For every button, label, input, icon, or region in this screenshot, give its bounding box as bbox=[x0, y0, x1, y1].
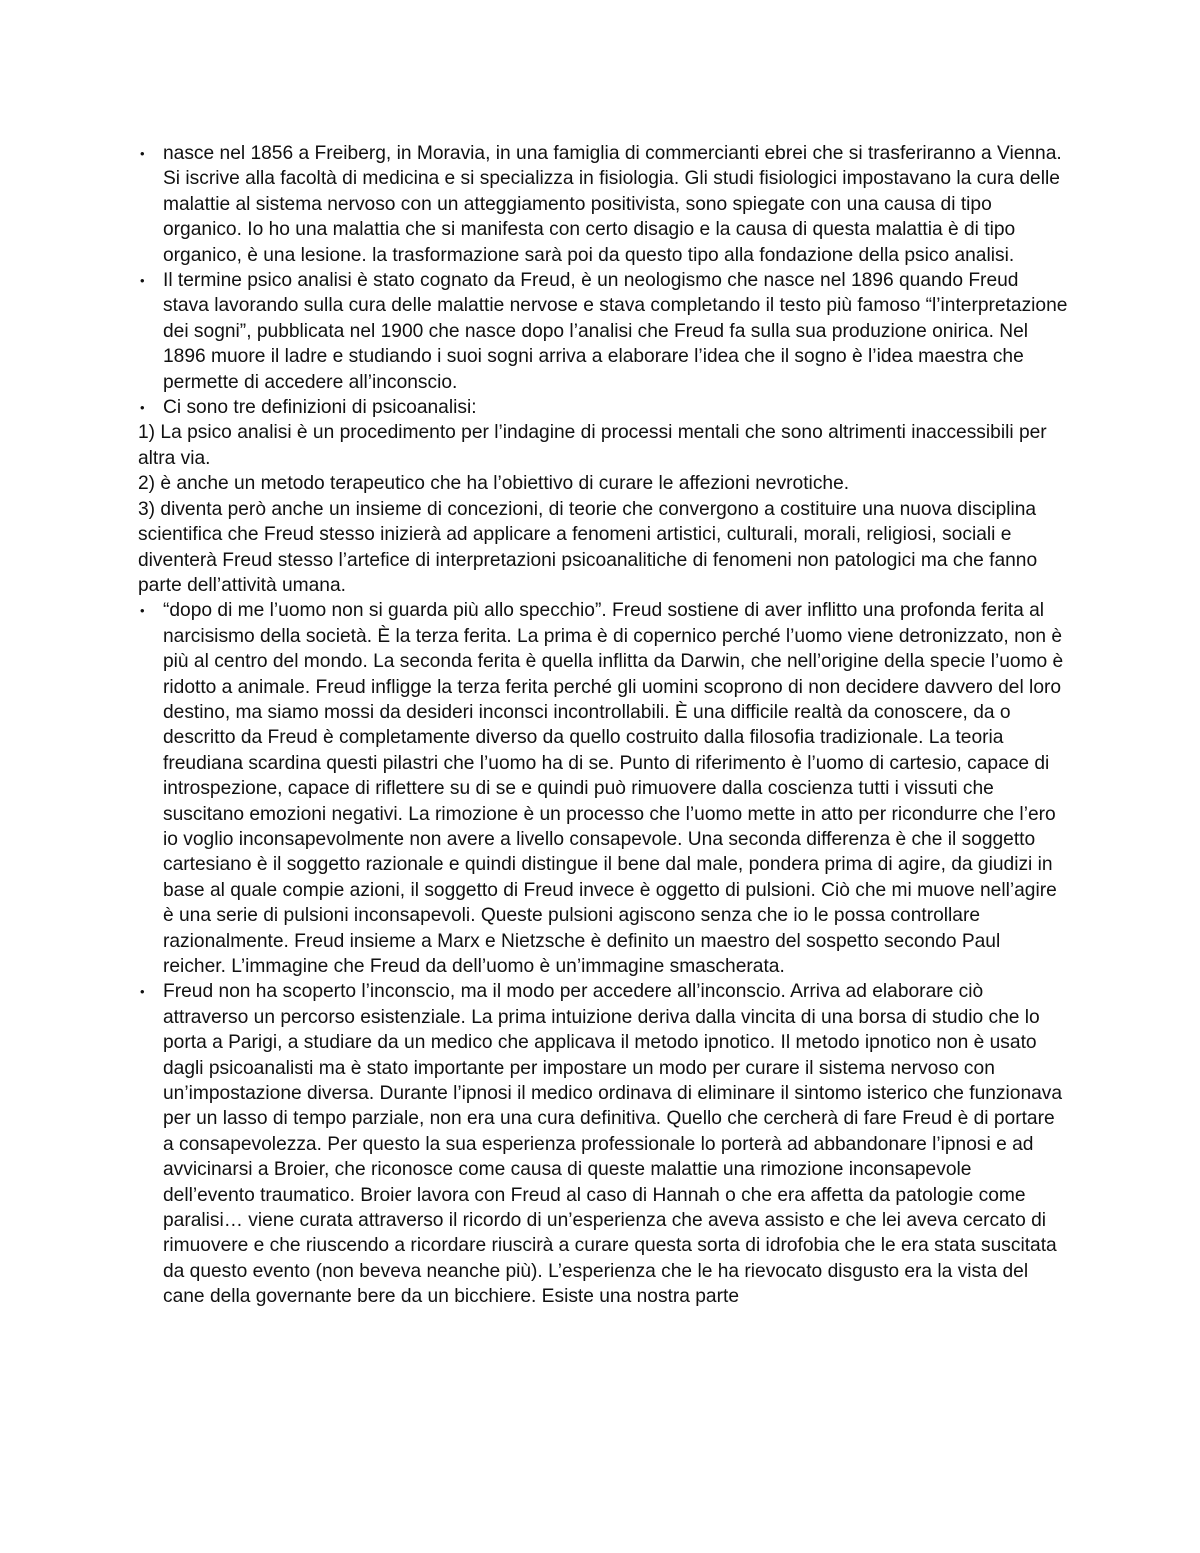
bullet-icon: • bbox=[140, 146, 145, 161]
bullet-text: “dopo di me l’uomo non si guarda più allo specchio”. Freud sostiene di aver inflitto una profonda ferita al narcisismo della società. È la terza ferita. La prima è di copernico perché l’uomo viene detronizzato, non è più al centro del mondo. La seconda ferita è quella inflitta da Darwin, che nell’origine della specie l’uomo è ridotto a animale. Freud infligge la terza ferita perché gli uomini scoprono di non decidere davvero del loro destino, ma siamo mossi da desideri inconsci incontrollabili. È una difficile realtà da conoscere, da o descritto da Freud è completamente diverso da quello costruito dalla filosofia tradizionale. La teoria freudiana scardina questi pilastri che l’uomo ha di se. Punto di riferimento è l’uomo di cartesio, capace di introspezione, capace di riflettere su di se e quindi può rimuovere dalla coscienza tutti i vissuti che suscitano emozioni negativi. La rimozione è un processo che l’uomo mette in atto per ricondurre che l’ero io voglio inconsapevolmente non avere a livello consapevole. Una seconda differenza è che il soggetto cartesiano è il soggetto razionale e quindi distingue il bene dal male, pondera prima di agire, da giudizi in base al quale compie azioni, il soggetto di Freud invece è oggetto di pulsioni. Ciò che mi muove nell’agire è una serie di pulsioni inconsapevoli. Queste pulsioni agiscono senza che io le possa controllare razionalmente. Freud insieme a Marx e Nietzsche è definito un maestro del sospetto secondo Paul reicher. L’immagine che Freud da dell’uomo è un’immagine smascherata. bbox=[163, 600, 1064, 977]
bullet-text: Freud non ha scoperto l’inconscio, ma il modo per accedere all’inconscio. Arriva ad elaborare ciò attraverso un percorso esistenziale. La prima intuizione deriva dalla vincita di una borsa di studio che lo porta a Parigi, a studiare da un medico che applicava il metodo ipnotico. Il metodo ipnotico non è usato dagli psicoanalisti ma è stato importante per impostare un modo per curare il sistema nervoso con un’impostazione diversa. Durante l’ipnosi il medico ordinava di eliminare il sintomo isterico che funzionava per un lasso di tempo parziale, non era una cura definitiva. Quello che cercherà di fare Freud è di portare a consapevolezza. Per questo la sua esperienza professionale lo porterà ad abbandonare l’ipnosi e ad avvicinarsi a Broier, che riconosce come causa di queste malattie una rimozione inconsapevole dell’evento traumatico. Broier lavora con Freud al caso di Hannah o che era affetta da patologie come paralisi… viene curata attraverso il ricordo di un’esperienza che aveva assisto e che lei aveva cercato di rimuovere e che riuscendo a ricordare riuscirà a curare questa sorta di idrofobia che le era stata suscitata da questo evento (non beveva neanche più). L’esperienza che le ha rievocato disgusto era la vista del cane della governante bere da un bicchiere. Esiste una nostra parte bbox=[163, 981, 1063, 1308]
bullet-icon: • bbox=[140, 273, 145, 289]
definition-1: 1) La psico analisi è un procedimento per l’indagine di processi mentali che sono altrimenti inaccessibili per altra via. bbox=[138, 422, 1047, 469]
bullet-item-term-origin bbox=[138, 268, 1068, 395]
bullet-text: Ci sono tre definizioni di psicoanalisi: bbox=[163, 397, 477, 419]
bullet-item-narcissism-wound bbox=[138, 598, 1068, 979]
bullet-text: Il termine psico analisi è stato cognato da Freud, è un neologismo che nasce nel 1896 quando Freud stava lavorando sulla cura delle malattie nervose e stava completando il testo più famoso “l’interpretazione dei sogni”, pubblicata nel 1900 che nasce dopo l’analisi che Freud fa sulla sua produzione onirica. Nel 1896 muore il ladre e studiando i suoi sogni arriva a elaborare l’idea che il sogno è l’idea maestra che permette di accedere all’inconscio. bbox=[163, 270, 1068, 393]
bullet-item-definitions-intro bbox=[138, 395, 1068, 420]
bullet-icon: • bbox=[140, 984, 145, 1000]
bullet-text: nasce nel 1856 a Freiberg, in Moravia, in una famiglia di commercianti ebrei che si trasferiranno a Vienna. Si iscrive alla facoltà di medicina e si specializza in fisiologia. Gli studi fisiologici impostavano la cura delle malattie al sistema nervoso con un atteggiamento positivista, sono spiegate con una causa di tipo organico. Io ho una malattia che si manifesta con certo disagio e la causa di questa malattia è di tipo organico, è una lesione. la trasformazione sarà poi da questo tipo alla fondazione della psico analisi. bbox=[163, 143, 1062, 266]
definition-2: 2) è anche un metodo terapeutico che ha l’obiettivo di curare le affezioni nevrotiche. bbox=[138, 473, 850, 495]
bullet-item-unconscious-access bbox=[138, 979, 1068, 1309]
definition-3: 3) diventa però anche un insieme di concezioni, di teorie che convergono a costituire una nuova disciplina scientifica che Freud stesso inizierà ad applicare a fenomeni artistici, culturali, morali, religiosi, sociali e diventerà Freud stesso l’artefice di interpretazioni psicoanalitiche di fenomeni non patologici ma che fanno parte dell’attività umana. bbox=[138, 498, 1038, 596]
bullet-icon: • bbox=[140, 400, 145, 416]
bullet-item-biography bbox=[138, 141, 1068, 268]
document-body bbox=[138, 141, 1068, 1310]
bullet-icon: • bbox=[140, 603, 145, 619]
